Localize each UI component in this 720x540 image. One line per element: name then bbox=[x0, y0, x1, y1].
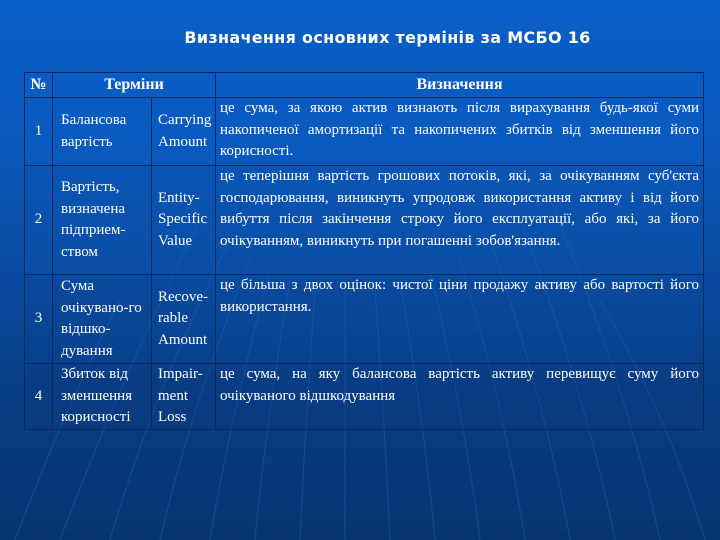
term-ukrainian: Балансова вартість bbox=[53, 98, 152, 166]
header-number: № bbox=[25, 73, 53, 98]
row-number: 4 bbox=[25, 364, 53, 430]
table-row bbox=[25, 275, 704, 364]
table-row bbox=[25, 98, 704, 166]
term-definition: це теперішня вартість грошових потоків, які, за очікуванням суб'єкта господарювання, виникнуть упродовж використання активу і від його вибуття після закінчення строку його експлуатації, або які, за його очікуванням, виникнуть при погашенні зобов'язання. bbox=[216, 166, 704, 275]
row-number: 1 bbox=[25, 98, 53, 166]
table-header-row bbox=[25, 73, 704, 98]
terms-table bbox=[24, 72, 704, 430]
header-definition: Визначення bbox=[216, 73, 704, 98]
term-english: Entity-Specific Value bbox=[152, 166, 216, 275]
term-definition: це більша з двох оцінок: чистої ціни продажу активу або вартості його використання. bbox=[216, 275, 704, 364]
term-ukrainian: Збиток від зменшення корисності bbox=[53, 364, 152, 430]
row-number: 2 bbox=[25, 166, 53, 275]
term-definition: це сума, за якою актив визнають після вирахування будь-якої суми накопиченої амортизації та накопичених збитків від зменшення його корисності. bbox=[216, 98, 704, 166]
term-english: Recove-rable Amount bbox=[152, 275, 216, 364]
term-ukrainian: Вартість, визначена підприем-ством bbox=[53, 166, 152, 275]
slide-title: Визначення основних термінів за МСБО 16 bbox=[184, 28, 591, 47]
header-terms: Терміни bbox=[53, 73, 216, 98]
table-row bbox=[25, 166, 704, 275]
term-definition: це сума, на яку балансова вартість активу перевищує суму його очікуваного відшкодування bbox=[216, 364, 704, 430]
term-english: Carrying Amount bbox=[152, 98, 216, 166]
row-number: 3 bbox=[25, 275, 53, 364]
term-english: Impair-ment Loss bbox=[152, 364, 216, 430]
table-row bbox=[25, 364, 704, 430]
term-ukrainian: Сума очікувано-го відшко-дування bbox=[53, 275, 152, 364]
